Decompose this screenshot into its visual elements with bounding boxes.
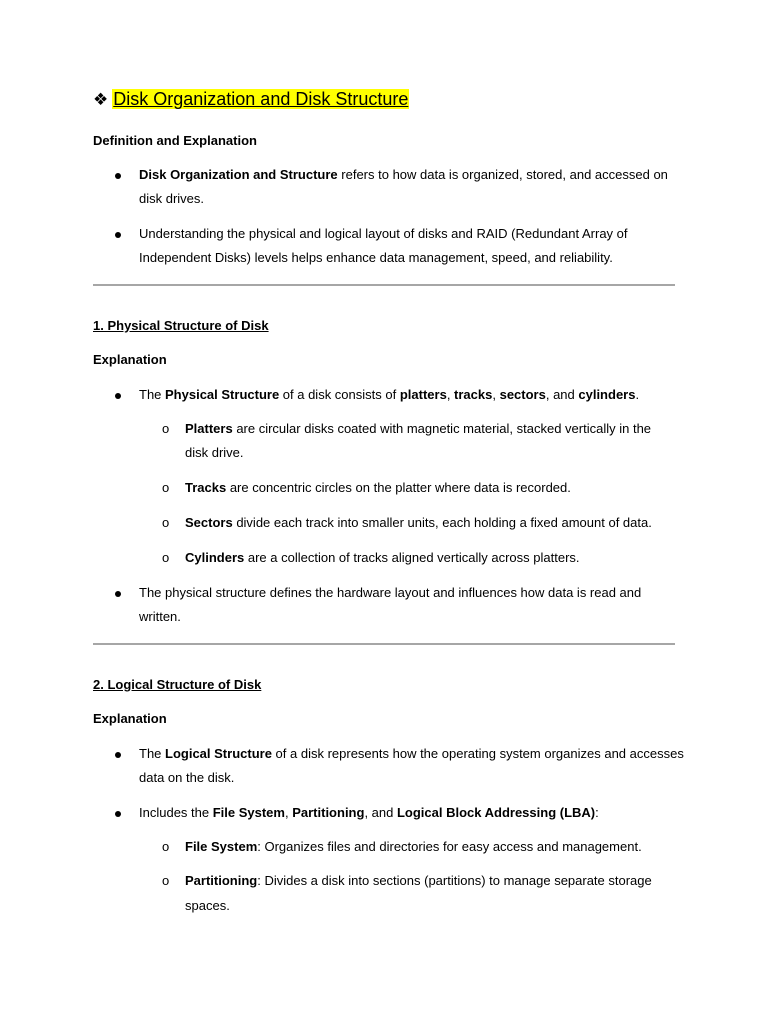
bold-term: Partitioning: [185, 873, 258, 888]
physical-sub-bullet-sectors: [185, 515, 652, 530]
intro-bullet-1-line-2: disk drives.: [139, 191, 205, 206]
subheading-explanation: Explanation: [93, 711, 167, 726]
physical-bullet-2-line-1: The physical structure defines the hardware layout and influences how data is read and: [139, 585, 642, 600]
bold-term: Logical Structure: [165, 746, 272, 761]
bold-term: File System: [185, 839, 258, 854]
bold-term: Logical Block Addressing (LBA): [396, 805, 596, 820]
title-text: Disk Organization and Disk Structure: [113, 89, 409, 109]
text: of a disk represents how the operating system organizes and accesses: [271, 746, 684, 761]
text: .: [635, 387, 640, 402]
bold-term: Physical Structure: [165, 387, 280, 402]
physical-bullet-1: [139, 387, 639, 402]
sub-bullet-marker: o: [162, 515, 170, 530]
text: are circular disks coated with magnetic material, stacked vertically in the: [232, 421, 652, 436]
intro-bullet-2-line-1: Understanding the physical and logical layout of disks and RAID (Redundant Array of: [139, 226, 628, 241]
logical-bullet-1-line-1: [139, 746, 684, 761]
logical-sub-bullet-partitioning-line-2: spaces.: [185, 898, 230, 913]
bullet-icon: [115, 232, 121, 238]
bullet-icon: [115, 173, 121, 179]
bold-term: Disk Organization and Structure: [139, 167, 338, 182]
logical-bullet-1-line-2: data on the disk.: [139, 770, 235, 785]
document-title: [93, 86, 409, 113]
bold-term: Cylinders: [185, 550, 245, 565]
bold-term: platters: [399, 387, 447, 402]
bold-term: File System: [212, 805, 285, 820]
text: : Divides a disk into sections (partitions) to manage separate storage: [257, 873, 652, 888]
text: of a disk consists of: [279, 387, 400, 402]
physical-sub-bullet-platters: [185, 421, 651, 436]
physical-sub-bullet-platters-line-2: disk drive.: [185, 445, 244, 460]
text: , and: [364, 805, 397, 820]
logical-sub-bullet-file-system: [185, 839, 642, 854]
logical-bullet-2: [139, 805, 599, 820]
bold-term: Partitioning: [292, 805, 365, 820]
sub-bullet-marker: o: [162, 480, 170, 495]
bold-term: Sectors: [185, 515, 233, 530]
text: , and: [545, 387, 579, 402]
bold-term: Tracks: [185, 480, 227, 495]
text: Includes the: [139, 805, 213, 820]
intro-bullet-1-line-1: [139, 167, 668, 182]
text: The: [139, 387, 166, 402]
physical-sub-bullet-tracks: [185, 480, 571, 495]
physical-bullet-2-line-2: written.: [139, 609, 181, 624]
text: divide each track into smaller units, each holding a fixed amount of data.: [232, 515, 652, 530]
sub-bullet-marker: o: [162, 550, 170, 565]
bullet-icon: [115, 811, 121, 817]
intro-bullet-2-line-2: Independent Disks) levels helps enhance data management, speed, and reliability.: [139, 250, 613, 265]
bullet-icon: [115, 393, 121, 399]
diamond-bullet-icon: ❖: [93, 90, 109, 110]
text: ,: [284, 805, 293, 820]
section-heading-physical: 1. Physical Structure of Disk: [93, 318, 269, 333]
bold-term: sectors: [499, 387, 546, 402]
horizontal-rule: [93, 284, 675, 286]
text: are a collection of tracks aligned vertically across platters.: [244, 550, 580, 565]
sub-bullet-marker: o: [162, 839, 170, 854]
text: The: [139, 746, 166, 761]
text: ,: [446, 387, 455, 402]
bold-term: Platters: [185, 421, 233, 436]
bold-term: tracks: [454, 387, 493, 402]
sub-bullet-marker: o: [162, 873, 170, 888]
horizontal-rule: [93, 643, 675, 645]
bullet-text: refers to how data is organized, stored, and accessed on: [337, 167, 668, 182]
bullet-icon: [115, 752, 121, 758]
text: :: [595, 805, 599, 820]
physical-sub-bullet-cylinders: [185, 550, 580, 565]
logical-sub-bullet-partitioning: [185, 873, 652, 888]
bold-term: cylinders: [578, 387, 636, 402]
sub-bullet-marker: o: [162, 421, 170, 436]
text: ,: [492, 387, 500, 402]
subheading-explanation: Explanation: [93, 352, 167, 367]
section-heading-definition: Definition and Explanation: [93, 133, 257, 148]
text: are concentric circles on the platter where data is recorded.: [226, 480, 571, 495]
bullet-icon: [115, 591, 121, 597]
section-heading-logical: 2. Logical Structure of Disk: [93, 677, 262, 692]
text: : Organizes files and directories for easy access and management.: [257, 839, 642, 854]
